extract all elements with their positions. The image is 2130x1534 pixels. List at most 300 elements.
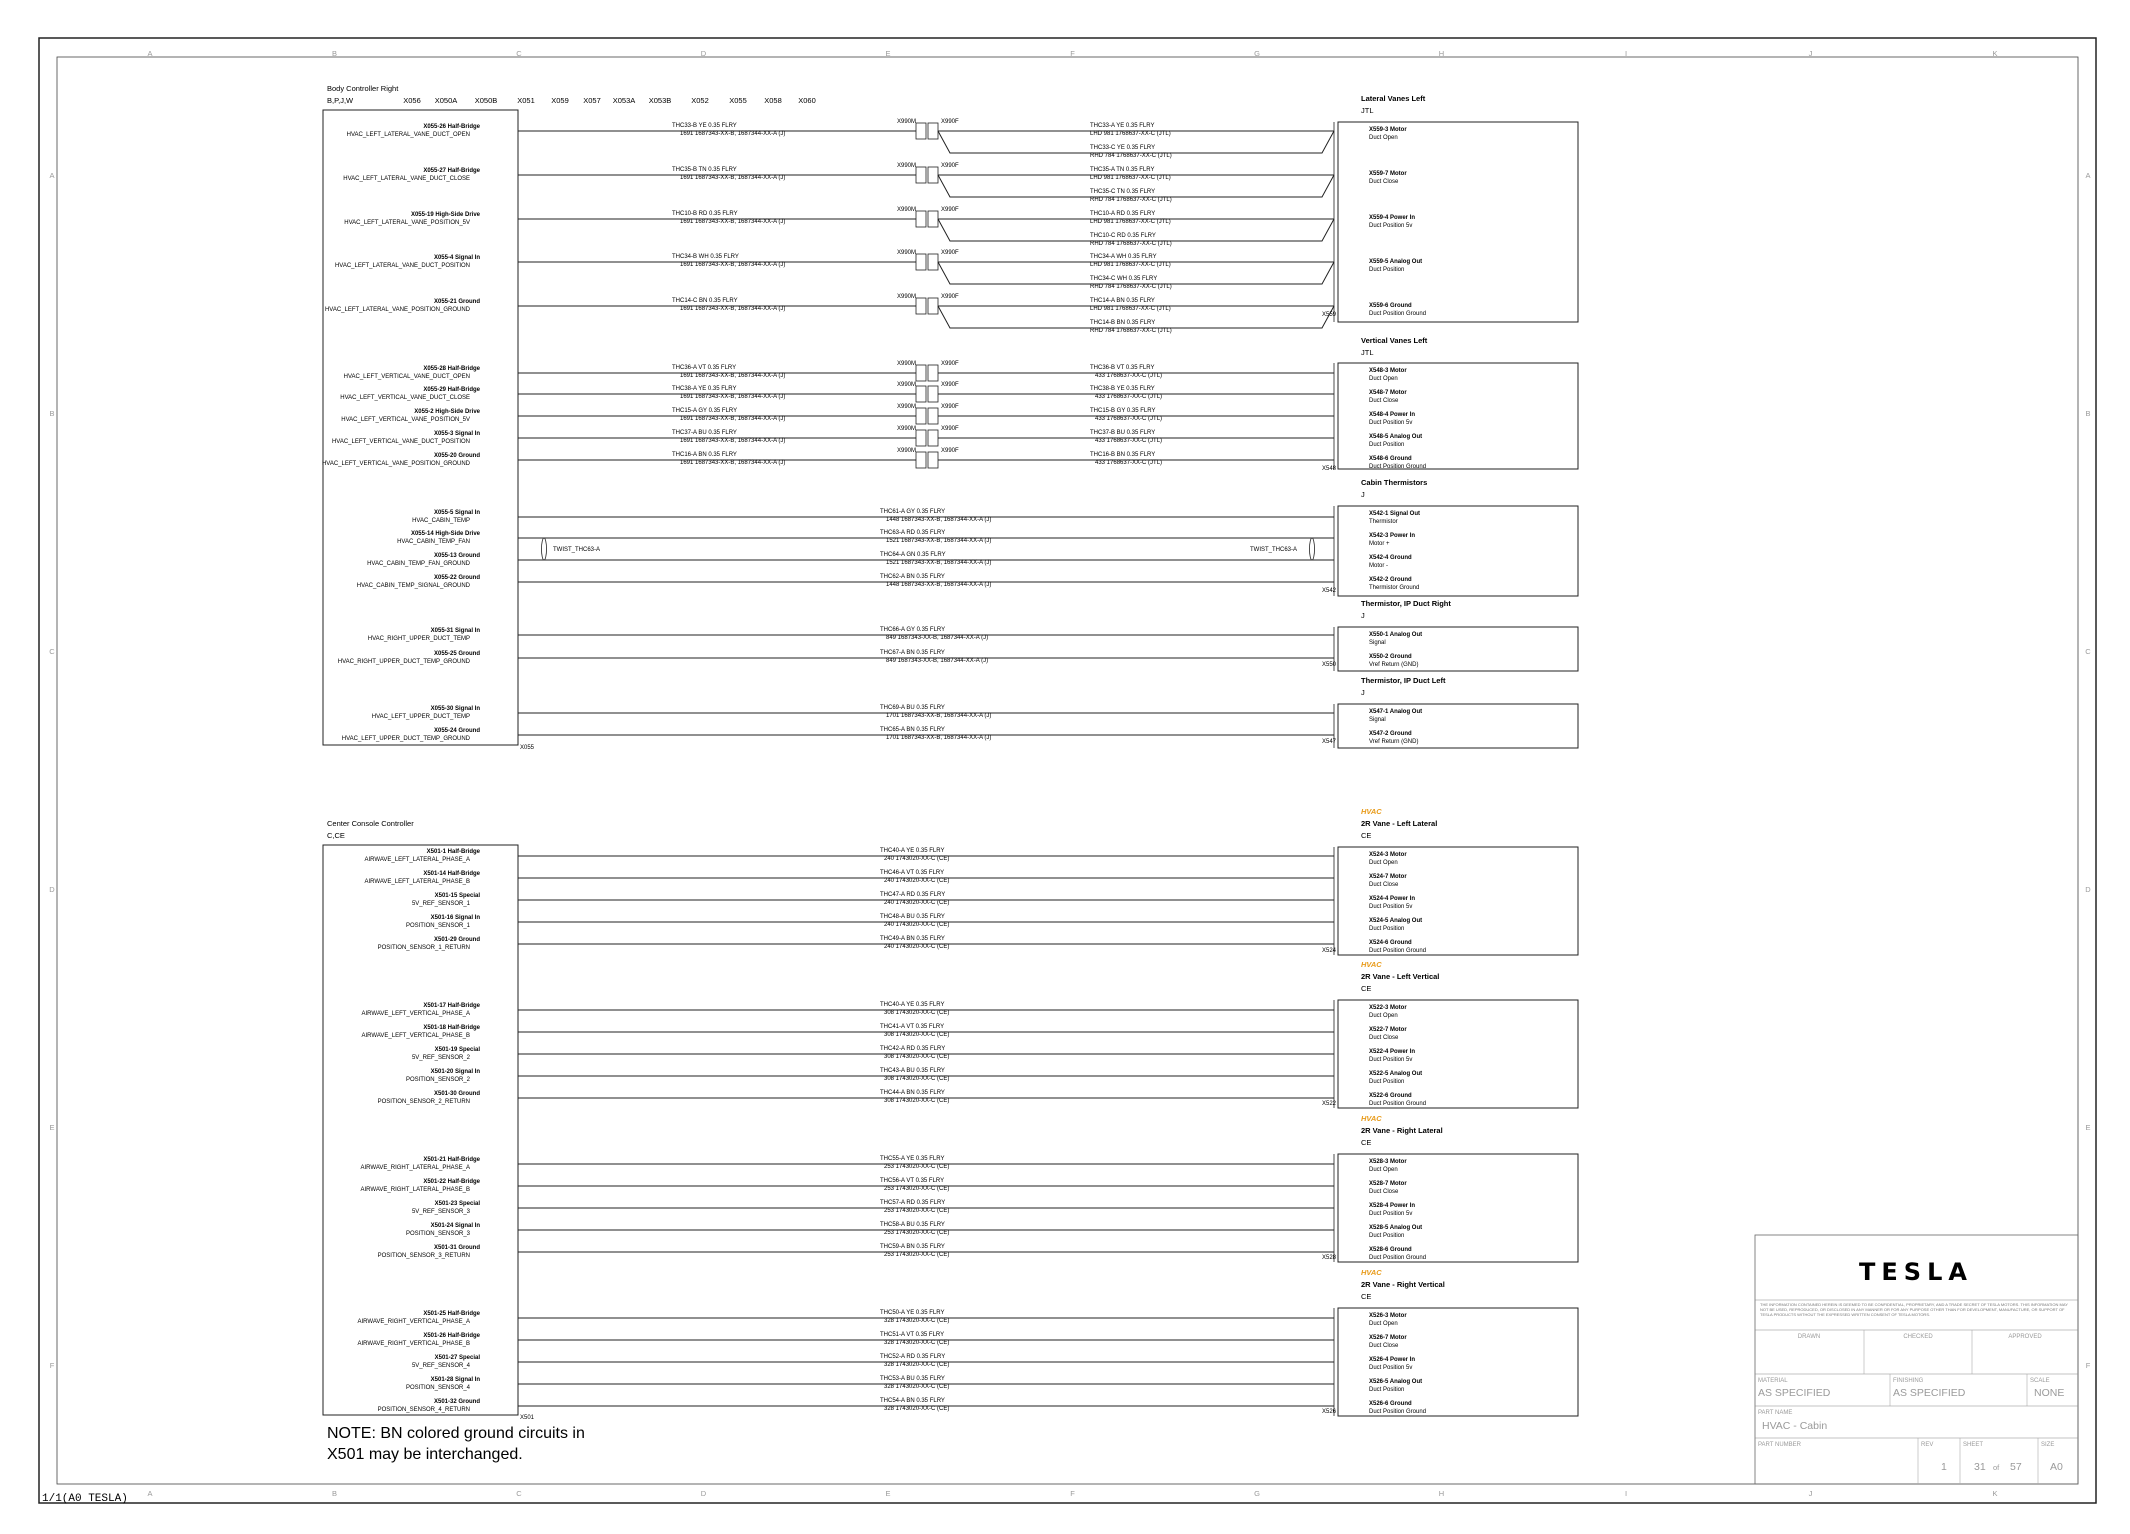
device-pin-label: X524-7 Motor (1369, 874, 1407, 880)
device-rvert (1322, 1268, 1578, 1416)
grid-row-right-A: A (2085, 171, 2091, 180)
device-rlat (1322, 1114, 1578, 1262)
grid-col-bottom-G: G (1254, 1489, 1260, 1498)
bcr-signal-name: HVAC_CABIN_TEMP_FAN_GROUND (367, 561, 470, 567)
device-pin-label: X524-5 Analog Out (1369, 918, 1423, 924)
material-label: MATERIAL (1758, 1378, 1788, 1384)
device-title: 2R Vane - Left Vertical (1361, 972, 1440, 981)
bcr-subtitle: B,P,J,W (327, 96, 354, 105)
wire-harness: 253 1743020-XX-C (CE) (884, 1208, 950, 1214)
device-title: Lateral Vanes Left (1361, 94, 1426, 103)
device-pin-function: Duct Close (1369, 882, 1399, 888)
bcr-connector-X057: X057 (583, 96, 601, 105)
device-pin-function: Motor - (1369, 563, 1389, 569)
wire-spec: THC46-A VT 0.35 FLRY (880, 870, 945, 876)
device-ipr (1322, 599, 1578, 671)
wire-spec: THC65-A BN 0.35 FLRY (880, 727, 945, 733)
finishing-label: FINISHING (1893, 1378, 1924, 1384)
device-pin-function: Duct Open (1369, 1013, 1398, 1019)
grid-col-top-K: K (1992, 49, 1998, 58)
bcr-pin-label: X055-5 Signal In (433, 510, 480, 516)
inline-connector-female (928, 408, 938, 424)
wire-harness: 308 1743020-XX-C (CE) (884, 1098, 950, 1104)
finishing-value: AS SPECIFIED (1893, 1387, 1966, 1399)
device-pin-label: X528-7 Motor (1369, 1181, 1407, 1187)
bcr-pin-label: X055-28 Half-Bridge (423, 366, 480, 372)
ccc-signal-name: 5V_REF_SENSOR_3 (411, 1209, 470, 1215)
inline-connector-male-label: X990M (897, 294, 917, 300)
bcr-signal-name: HVAC_LEFT_LATERAL_VANE_POSITION_GROUND (324, 307, 470, 313)
wire-spec: THC36-A VT 0.35 FLRY (672, 365, 737, 371)
device-pin-label: X548-3 Motor (1369, 368, 1407, 374)
bcr-pin-label: X055-24 Ground (433, 728, 480, 734)
bcr-connector-X053A: X053A (612, 96, 636, 105)
device-variant: JTL (1361, 348, 1374, 357)
bcr-pin-label: X055-27 Half-Bridge (423, 168, 480, 174)
wire-spec: THC47-A RD 0.35 FLRY (880, 892, 946, 898)
bcr-pin-label: X055-13 Ground (433, 553, 480, 559)
device-category-tag: HVAC (1361, 807, 1382, 816)
ccc-signal-name: AIRWAVE_RIGHT_LATERAL_PHASE_B (360, 1187, 470, 1193)
device-pin-function: Duct Position Ground (1369, 1101, 1427, 1107)
bcr-connector-X058: X058 (764, 96, 782, 105)
device-ipl (1322, 676, 1578, 748)
device-pin-label: X559-5 Analog Out (1369, 259, 1423, 265)
inline-connector-male-label: X990M (897, 382, 917, 388)
wire-spec: THC49-A BN 0.35 FLRY (880, 936, 945, 942)
device-pin-function: Duct Close (1369, 1189, 1399, 1195)
wire-spec-lhd: THC14-A BN 0.35 FLRY (1090, 298, 1155, 304)
wire-spec: THC35-B TN 0.35 FLRY (672, 167, 737, 173)
ccc-pin-label: X501-31 Ground (433, 1245, 480, 1251)
grid-row-left-E: E (49, 1123, 55, 1132)
bcr-pin-label: X055-21 Ground (433, 299, 480, 305)
grid-col-bottom-I: I (1624, 1489, 1628, 1498)
ccc-signal-name: POSITION_SENSOR_4 (405, 1385, 470, 1391)
sheet-label: SHEET (1963, 1442, 1984, 1448)
device-pin-label: X528-5 Analog Out (1369, 1225, 1423, 1231)
bcr-signal-name: HVAC_RIGHT_UPPER_DUCT_TEMP_GROUND (337, 659, 470, 665)
device-pin-label: X528-4 Power In (1369, 1203, 1416, 1209)
wire-spec-rhd: THC10-C RD 0.35 FLRY (1090, 233, 1156, 239)
ccc-pin-label: X501-29 Ground (433, 937, 480, 943)
bcr-title: Body Controller Right (327, 84, 399, 93)
wire-harness: 849 1687343-XX-B, 1687344-XX-A (J) (886, 658, 989, 664)
device-pin-function: Signal (1369, 640, 1386, 646)
size-label: SIZE (2041, 1442, 2055, 1448)
grid-col-bottom-E: E (885, 1489, 891, 1498)
wire-spec: THC66-A GY 0.35 FLRY (880, 627, 946, 633)
grid-row-left-C: C (49, 647, 55, 656)
grid-col-top-C: C (516, 49, 522, 58)
grid-row-left-A: A (49, 171, 55, 180)
wire-spec-lhd: THC34-A WH 0.35 FLRY (1090, 254, 1157, 260)
bcr-signal-name: HVAC_LEFT_UPPER_DUCT_TEMP_GROUND (341, 736, 470, 742)
inline-connector-male-label: X990M (897, 448, 917, 454)
bcr-signal-name: HVAC_RIGHT_UPPER_DUCT_TEMP (367, 636, 470, 642)
wire-spec: THC41-A VT 0.35 FLRY (880, 1024, 945, 1030)
wire-spec-lhd: THC33-A YE 0.35 FLRY (1090, 123, 1155, 129)
ccc-pin-label: X501-23 Special (434, 1201, 480, 1207)
grid-row-left-B: B (49, 409, 55, 418)
ccc-pin-label: X501-17 Half-Bridge (423, 1003, 480, 1009)
wire-spec: THC40-A YE 0.35 FLRY (880, 848, 945, 854)
device-connector-tag: X542 (1322, 588, 1337, 594)
device-pin-label: X550-2 Ground (1369, 654, 1412, 660)
wire-spec: THC38-B YE 0.35 FLRY (1090, 386, 1155, 392)
device-pin-label: X542-2 Ground (1369, 577, 1412, 583)
bcr-signal-name: HVAC_LEFT_VERTICAL_VANE_DUCT_CLOSE (340, 395, 470, 401)
wire-spec: THC14-C BN 0.35 FLRY (672, 298, 738, 304)
scale-value: NONE (2034, 1387, 2065, 1399)
twist-label-right: TWIST_THC63-A (1250, 547, 1298, 553)
grid-col-bottom-A: A (147, 1489, 153, 1498)
wire-spec: THC67-A BN 0.35 FLRY (880, 650, 945, 656)
wire-harness: 253 1743020-XX-C (CE) (884, 1230, 950, 1236)
wire-spec: THC50-A YE 0.35 FLRY (880, 1310, 945, 1316)
wire-harness: 1448 1687343-XX-B, 1687344-XX-A (J) (886, 582, 992, 588)
wire-spec: THC51-A VT 0.35 FLRY (880, 1332, 945, 1338)
grid-col-top-B: B (331, 49, 338, 58)
ccc-signal-name: POSITION_SENSOR_3_RETURN (377, 1253, 470, 1259)
bcr-pin-label: X055-26 Half-Bridge (423, 124, 480, 130)
wire-spec-rhd: THC34-C WH 0.35 FLRY (1090, 276, 1158, 282)
ccc-pin-label: X501-28 Signal In (430, 1377, 480, 1383)
inline-connector-male (916, 452, 926, 468)
inline-connector-male-label: X990M (897, 119, 917, 125)
bcr-connector-X055: X055 (729, 96, 747, 105)
device-pin-function: Duct Position (1369, 1387, 1405, 1393)
grid-col-top-E: E (885, 49, 891, 58)
drawn-label: DRAWN (1797, 1334, 1821, 1340)
grid-col-top-F: F (1070, 49, 1075, 58)
device-pin-label: X522-3 Motor (1369, 1005, 1407, 1011)
inline-connector-male-label: X990M (897, 361, 917, 367)
device-pin-label: X559-7 Motor (1369, 171, 1407, 177)
device-title: 2R Vane - Right Lateral (1361, 1126, 1443, 1135)
wire-harness: 849 1687343-XX-B, 1687344-XX-A (J) (886, 635, 989, 641)
device-variant: J (1361, 688, 1365, 697)
device-pin-function: Motor + (1369, 541, 1390, 547)
ccc-signal-name: AIRWAVE_RIGHT_LATERAL_PHASE_A (360, 1165, 470, 1171)
inline-connector-female-label: X990F (941, 207, 959, 213)
ccc-signal-name: AIRWAVE_RIGHT_VERTICAL_PHASE_B (357, 1341, 470, 1347)
device-connector-tag: X550 (1322, 662, 1337, 668)
wire-spec: THC43-A BU 0.35 FLRY (880, 1068, 945, 1074)
inline-connector-female-label: X990F (941, 163, 959, 169)
grid-row-right-C: C (2085, 647, 2091, 656)
confidential-disclaimer: THE INFORMATION CONTAINED HEREIN IS DEEMED TO BE CONFIDENTIAL, PROPRIETARY, AND A TRADE SECRET OF TESLA MOTORS. THIS INFORMATION MAY NOT BE USED, REPRODUCED, OR DISCLOSED IN ANY MANNER OR FOR ANY PURPOSE OTHER THAN FOR DEVELOPMENT, MANUFACTURE, OR SUPPORT OF TESLA PRODUCTS WITHOUT THE EXPRESSED WRITTEN CONSENT OF TESLA MOTORS. (1760, 1303, 2068, 1317)
device-pin-label: X522-4 Power In (1369, 1049, 1416, 1055)
part-name-label: PART NAME (1758, 1410, 1793, 1416)
grid-col-top-I: I (1624, 49, 1628, 58)
wire-harness: 253 1743020-XX-C (CE) (884, 1252, 950, 1258)
twist-label-left: TWIST_THC63-A (553, 547, 601, 553)
inline-connector-female-label: X990F (941, 448, 959, 454)
device-title: Vertical Vanes Left (1361, 336, 1428, 345)
wire-spec: THC36-B VT 0.35 FLRY (1090, 365, 1155, 371)
ccc-pin-label: X501-18 Half-Bridge (423, 1025, 480, 1031)
inline-connector-male (916, 123, 926, 139)
wire-spec: THC55-A YE 0.35 FLRY (880, 1156, 945, 1162)
ccc-signal-name: POSITION_SENSOR_1 (405, 923, 470, 929)
device-box (1338, 122, 1578, 322)
grid-row-right-B: B (2085, 409, 2091, 418)
ccc-pin-label: X501-20 Signal In (430, 1069, 480, 1075)
inline-connector-female-label: X990F (941, 119, 959, 125)
bcr-pin-label: X055-14 High-Side Drive (410, 531, 480, 537)
device-pin-function: Duct Close (1369, 179, 1399, 185)
wire-harness: 1691 1687343-XX-B, 1687344-XX-A (J) (680, 394, 786, 400)
bcr-signal-name: HVAC_CABIN_TEMP_FAN (397, 539, 470, 545)
part-number-label: PART NUMBER (1758, 1442, 1802, 1448)
material-value: AS SPECIFIED (1758, 1387, 1831, 1399)
size-value: A0 (2050, 1461, 2063, 1473)
bcr-connector-X053B: X053B (648, 96, 672, 105)
bcr-signal-name: HVAC_LEFT_VERTICAL_VANE_DUCT_OPEN (343, 374, 470, 380)
inline-connector-female-label: X990F (941, 382, 959, 388)
device-pin-label: X559-6 Ground (1369, 303, 1412, 309)
bcr-connector-X050A: X050A (434, 96, 458, 105)
grid-col-bottom-B: B (331, 1489, 338, 1498)
wire-spec: THC10-B RD 0.35 FLRY (672, 211, 738, 217)
ccc-signal-name: 5V_REF_SENSOR_4 (411, 1363, 470, 1369)
ccc-pin-label: X501-25 Half-Bridge (423, 1311, 480, 1317)
ccc-pin-label: X501-30 Ground (433, 1091, 480, 1097)
inline-connector-female-label: X990F (941, 404, 959, 410)
scale-label: SCALE (2030, 1378, 2050, 1384)
device-connector-tag: X548 (1322, 466, 1337, 472)
wire-spec: THC63-A RD 0.35 FLRY (880, 530, 946, 536)
ccc-signal-name: POSITION_SENSOR_4_RETURN (377, 1407, 470, 1413)
wire-harness-lhd: LHD 981 1768637-XX-C (JTL) (1090, 262, 1171, 268)
device-pin-function: Duct Position 5v (1369, 420, 1413, 426)
device-pin-label: X547-2 Ground (1369, 731, 1412, 737)
inline-connector-female (928, 365, 938, 381)
bcr-pin-label: X055-4 Signal In (433, 255, 480, 261)
footer-label: 1/1(A0 TESLA) (42, 1493, 128, 1505)
wire-harness: 240 1743020-XX-C (CE) (884, 856, 950, 862)
bcr-box (323, 110, 518, 745)
grid-col-top-D: D (700, 49, 707, 58)
device-pin-function: Duct Position Ground (1369, 948, 1427, 954)
ccc-signal-name: POSITION_SENSOR_2_RETURN (377, 1099, 470, 1105)
wire-spec-rhd: THC33-C YE 0.35 FLRY (1090, 145, 1156, 151)
device-pin-label: X547-1 Analog Out (1369, 709, 1423, 715)
bcr-pin-label: X055-19 High-Side Drive (410, 212, 480, 218)
checked-label: CHECKED (1903, 1334, 1933, 1340)
wire-spec: THC33-B YE 0.35 FLRY (672, 123, 737, 129)
device-pin-label: X526-3 Motor (1369, 1313, 1407, 1319)
inline-connector-female (928, 452, 938, 468)
wire-harness: 1521 1687343-XX-B, 1687344-XX-A (J) (886, 560, 992, 566)
bcr-pin-label: X055-20 Ground (433, 453, 480, 459)
wire-spec: THC15-A GY 0.35 FLRY (672, 408, 738, 414)
device-pin-label: X559-3 Motor (1369, 127, 1407, 133)
wire-harness: 1691 1687343-XX-B, 1687344-XX-A (J) (680, 175, 786, 181)
wire-spec: THC40-A YE 0.35 FLRY (880, 1002, 945, 1008)
device-title: Thermistor, IP Duct Left (1361, 676, 1446, 685)
outer-frame (39, 38, 2096, 1503)
device-pin-label: X524-4 Power In (1369, 896, 1416, 902)
grid-row-right-E: E (2085, 1123, 2091, 1132)
wire-spec: THC38-A YE 0.35 FLRY (672, 386, 737, 392)
bcr-pin-label: X055-29 Half-Bridge (423, 387, 480, 393)
grid-col-bottom-J: J (1808, 1489, 1813, 1498)
bcr-signal-name: HVAC_LEFT_VERTICAL_VANE_POSITION_GROUND (321, 461, 470, 467)
bcr-pin-label: X055-3 Signal In (433, 431, 480, 437)
grid-col-bottom-H: H (1438, 1489, 1445, 1498)
wire-harness: 240 1743020-XX-C (CE) (884, 944, 950, 950)
wire-spec: THC54-A BN 0.35 FLRY (880, 1398, 945, 1404)
device-category-tag: HVAC (1361, 1114, 1382, 1123)
device-pin-function: Duct Position 5v (1369, 904, 1413, 910)
sheet-value: 31 (1974, 1461, 1986, 1473)
bcr-end-tag: X055 (520, 745, 535, 751)
wire-spec: THC69-A BU 0.35 FLRY (880, 705, 945, 711)
inline-connector-male (916, 211, 926, 227)
ccc-pin-label: X501-1 Half-Bridge (426, 849, 480, 855)
wire-harness-lhd: LHD 981 1768637-XX-C (JTL) (1090, 219, 1171, 225)
wire-spec: THC44-A BN 0.35 FLRY (880, 1090, 945, 1096)
ccc-pin-label: X501-24 Signal In (430, 1223, 480, 1229)
bcr-connector-X060: X060 (798, 96, 816, 105)
ccc-signal-name: POSITION_SENSOR_2 (405, 1077, 470, 1083)
device-title: 2R Vane - Right Vertical (1361, 1280, 1445, 1289)
device-variant: CE (1361, 831, 1372, 840)
device-connector-tag: X524 (1322, 948, 1337, 954)
device-vvl (1322, 336, 1578, 472)
device-pin-label: X526-4 Power In (1369, 1357, 1416, 1363)
grid-col-top-G: G (1254, 49, 1260, 58)
wire-spec-rhd: THC35-C TN 0.35 FLRY (1090, 189, 1156, 195)
ccc-pin-label: X501-14 Half-Bridge (423, 871, 480, 877)
device-pin-label: X528-3 Motor (1369, 1159, 1407, 1165)
device-variant: CE (1361, 1292, 1372, 1301)
wire-spec: THC15-B GY 0.35 FLRY (1090, 408, 1156, 414)
wire-harness: 240 1743020-XX-C (CE) (884, 922, 950, 928)
inline-connector-female (928, 298, 938, 314)
grid-col-bottom-D: D (700, 1489, 707, 1498)
device-pin-label: X548-5 Analog Out (1369, 434, 1423, 440)
device-pin-label: X548-7 Motor (1369, 390, 1407, 396)
device-pin-function: Duct Position 5v (1369, 1057, 1413, 1063)
bcr-signal-name: HVAC_LEFT_VERTICAL_VANE_DUCT_POSITION (331, 439, 470, 445)
device-variant: J (1361, 490, 1365, 499)
inline-connector-male (916, 254, 926, 270)
inline-connector-male-label: X990M (897, 207, 917, 213)
device-pin-label: X524-6 Ground (1369, 940, 1412, 946)
wire-spec: THC16-B BN 0.35 FLRY (1090, 452, 1156, 458)
grid-row-right-D: D (2085, 885, 2091, 894)
wire-spec: THC37-A BU 0.35 FLRY (672, 430, 737, 436)
device-pin-function: Duct Position 5v (1369, 1211, 1413, 1217)
grid-col-top-J: J (1808, 49, 1813, 58)
device-pin-function: Duct Position Ground (1369, 1255, 1427, 1261)
wire-harness-lhd: LHD 981 1768637-XX-C (JTL) (1090, 306, 1171, 312)
inline-connector-male-label: X990M (897, 426, 917, 432)
twist-marker-right (1310, 538, 1315, 560)
device-pin-label: X550-1 Analog Out (1369, 632, 1423, 638)
device-pin-function: Duct Position (1369, 267, 1405, 273)
wire-harness: 433 1768637-XX-C (JTL) (1095, 460, 1163, 466)
device-pin-function: Vref Return (GND) (1369, 662, 1419, 668)
device-pin-label: X526-5 Analog Out (1369, 1379, 1423, 1385)
ccc-pin-label: X501-21 Half-Bridge (423, 1157, 480, 1163)
device-connector-tag: X559 (1322, 312, 1337, 318)
tesla-logo: TESLA (1859, 1258, 1973, 1286)
device-pin-function: Duct Position 5v (1369, 1365, 1413, 1371)
wire-spec: THC37-B BU 0.35 FLRY (1090, 430, 1156, 436)
grid-col-bottom-F: F (1070, 1489, 1075, 1498)
rev-value: 1 (1941, 1461, 1947, 1473)
inline-connector-female-label: X990F (941, 361, 959, 367)
inline-connector-male-label: X990M (897, 163, 917, 169)
sheet-of: of (1993, 1463, 2000, 1472)
ccc-end-tag: X501 (520, 1415, 535, 1421)
device-pin-function: Vref Return (GND) (1369, 739, 1419, 745)
wire-spec: THC64-A GN 0.35 FLRY (880, 552, 946, 558)
bcr-connector-X059: X059 (551, 96, 569, 105)
device-variant: JTL (1361, 106, 1374, 115)
inline-connector-male (916, 430, 926, 446)
ccc-signal-name: AIRWAVE_LEFT_VERTICAL_PHASE_A (361, 1011, 470, 1017)
device-pin-function: Duct Open (1369, 1167, 1398, 1173)
device-cabin (1322, 478, 1578, 596)
device-connector-tag: X547 (1322, 739, 1337, 745)
bcr-signal-name: HVAC_CABIN_TEMP (412, 518, 470, 524)
wire-harness-rhd: RHD 784 1768637-XX-C (JTL) (1090, 197, 1172, 203)
device-pin-function: Signal (1369, 717, 1386, 723)
ccc-signal-name: AIRWAVE_LEFT_LATERAL_PHASE_A (364, 857, 470, 863)
ccc-signal-name: POSITION_SENSOR_1_RETURN (377, 945, 470, 951)
wire-harness: 433 1768637-XX-C (JTL) (1095, 416, 1163, 422)
wire-harness: 1701 1687343-XX-B, 1687344-XX-A (J) (886, 713, 992, 719)
device-variant: CE (1361, 984, 1372, 993)
wire-harness-rhd: RHD 784 1768637-XX-C (JTL) (1090, 284, 1172, 290)
device-pin-function: Duct Position (1369, 1233, 1405, 1239)
inline-connector-female (928, 123, 938, 139)
part-name-value: HVAC - Cabin (1762, 1420, 1828, 1432)
wire-spec: THC52-A RD 0.35 FLRY (880, 1354, 946, 1360)
device-lvert (1322, 960, 1578, 1108)
wire-harness: 1691 1687343-XX-B, 1687344-XX-A (J) (680, 306, 786, 312)
wire-harness: 1691 1687343-XX-B, 1687344-XX-A (J) (680, 416, 786, 422)
wire-spec-lhd: THC35-A TN 0.35 FLRY (1090, 167, 1155, 173)
wire-harness: 433 1768637-XX-C (JTL) (1095, 438, 1163, 444)
device-pin-label: X522-5 Analog Out (1369, 1071, 1423, 1077)
device-connector-tag: X526 (1322, 1409, 1337, 1415)
device-category-tag: HVAC (1361, 1268, 1382, 1277)
wire-harness: 308 1743020-XX-C (CE) (884, 1076, 950, 1082)
ccc-pin-label: X501-27 Special (434, 1355, 480, 1361)
bcr-signal-name: HVAC_LEFT_UPPER_DUCT_TEMP (371, 714, 470, 720)
inner-frame (57, 57, 2078, 1484)
wire-harness: 308 1743020-XX-C (CE) (884, 1032, 950, 1038)
grid-col-top-A: A (147, 49, 153, 58)
device-pin-function: Duct Open (1369, 376, 1398, 382)
wire-harness: 1691 1687343-XX-B, 1687344-XX-A (J) (680, 262, 786, 268)
ccc-title: Center Console Controller (327, 819, 414, 828)
device-pin-function: Duct Position (1369, 1079, 1405, 1085)
device-pin-label: X548-4 Power In (1369, 412, 1416, 418)
wire-harness: 1691 1687343-XX-B, 1687344-XX-A (J) (680, 438, 786, 444)
ccc-signal-name: POSITION_SENSOR_3 (405, 1231, 470, 1237)
device-pin-label: X548-6 Ground (1369, 456, 1412, 462)
wire-harness: 308 1743020-XX-C (CE) (884, 1054, 950, 1060)
bcr-connector-X056: X056 (403, 96, 421, 105)
device-pin-function: Duct Open (1369, 1321, 1398, 1327)
